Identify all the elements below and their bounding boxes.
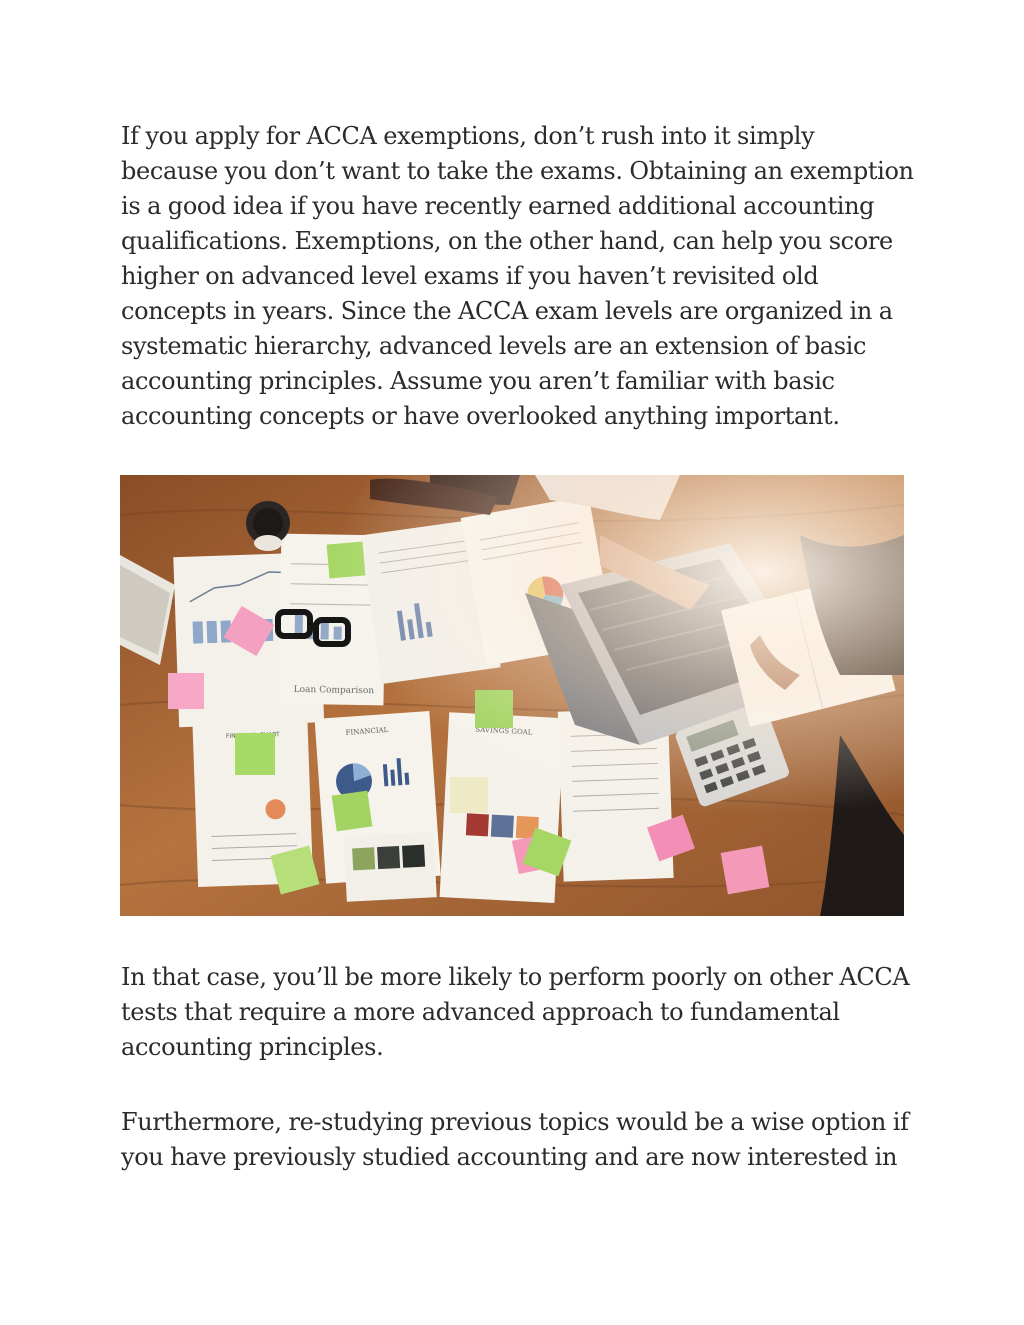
text-line: because you don’t want to take the exams. Obtaining an exemption	[121, 157, 914, 185]
text-line: accounting principles. Assume you aren’t familiar with basic	[121, 367, 835, 395]
text-line: tests that require a more advanced approach to fundamental	[121, 998, 840, 1026]
text-line: Furthermore, re-studying previous topics would be a wise option if	[121, 1108, 909, 1136]
text-line: If you apply for ACCA exemptions, don’t rush into it simply	[121, 122, 815, 150]
text-line: qualifications. Exemptions, on the other hand, can help you score	[121, 227, 893, 255]
text-line: is a good idea if you have recently earned additional accounting	[121, 192, 875, 220]
paragraph-consequence	[121, 960, 911, 1065]
paragraph-restudy	[121, 1105, 911, 1175]
light-glow	[120, 475, 904, 916]
text-line: accounting concepts or have overlooked anything important.	[121, 402, 840, 430]
text-line: higher on advanced level exams if you haven’t revisited old	[121, 262, 819, 290]
desk-photo	[120, 475, 904, 916]
text-line: accounting principles.	[121, 1033, 384, 1061]
text-line: concepts in years. Since the ACCA exam levels are organized in a	[121, 297, 893, 325]
paragraph-exemptions	[121, 119, 914, 434]
text-line: In that case, you’ll be more likely to perform poorly on other ACCA	[121, 963, 910, 991]
text-line: systematic hierarchy, advanced levels are an extension of basic	[121, 332, 867, 360]
text-line: you have previously studied accounting and are now interested in	[121, 1143, 898, 1171]
